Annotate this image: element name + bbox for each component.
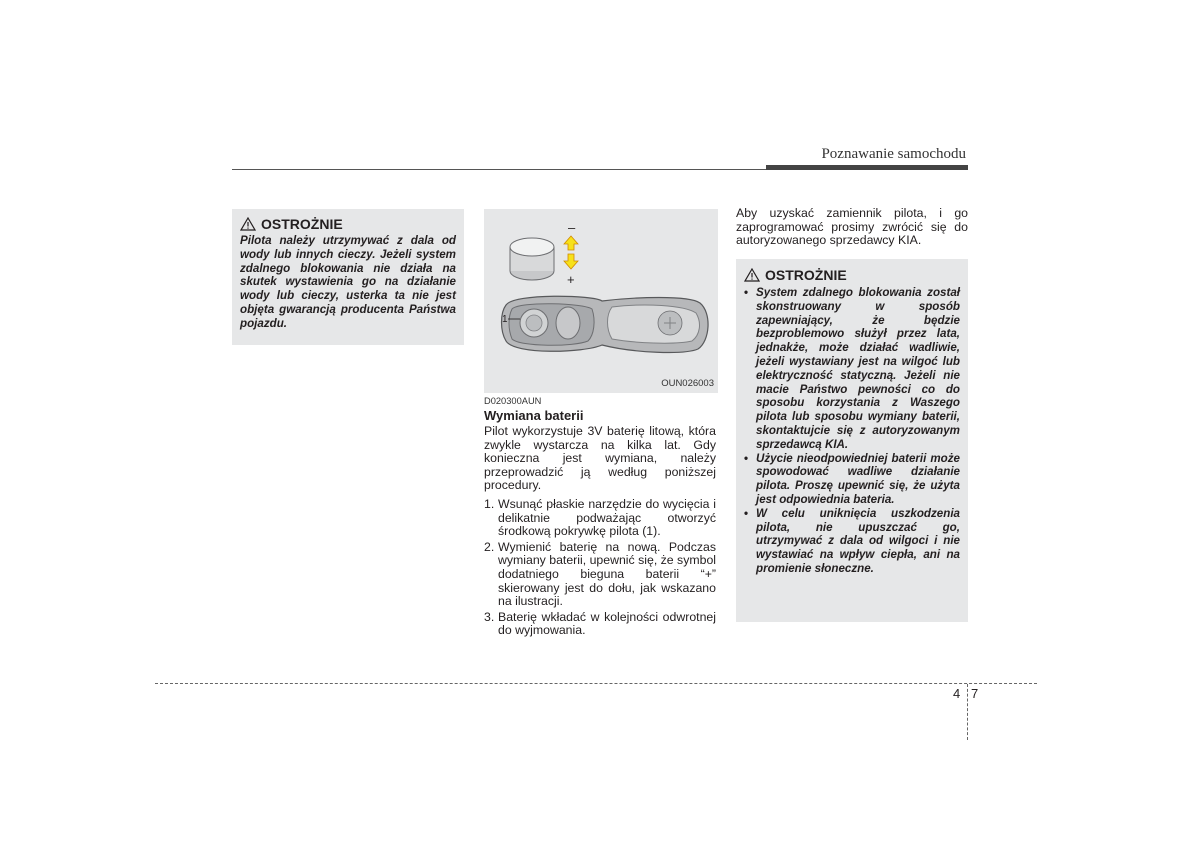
caution-heading xyxy=(744,267,960,283)
callout-1: 1 xyxy=(502,314,508,325)
caution-item: • System zdalnego blokowania został skonstruowany w sposób zapewniający, że będzie bezproblemowo służył przez lata, jednakże, może działać wadliwie, jeżeli wystawiany jest na wilgoć lub elektryczność statyczną. Jeżeli nie macie Państwo pewności co do sposobu korzystania z Waszego pilota lub sposobu wymiany baterii, skontaktujcie się z autoryzowanym sprzedawcą KIA. xyxy=(744,286,960,452)
step-number: 2. xyxy=(484,539,495,554)
caution-heading-text: OSTROŻNIE xyxy=(765,267,847,283)
caution-text: Pilota należy utrzymywać z dala od wody lub innych cieczy. Jeżeli system zdalnego blokowania nie działa na skutek wystawienia go na działanie wody lub cieczy, usterka ta nie jest objęta gwarancją producenta Państwa pojazdu. xyxy=(240,234,456,330)
header-rule xyxy=(232,169,766,170)
arrow-down-icon xyxy=(564,254,578,269)
procedure-steps xyxy=(484,498,716,640)
battery-replacement-figure xyxy=(484,209,718,393)
page-header-title: Poznawanie samochodu xyxy=(821,146,966,162)
arrow-up-icon xyxy=(564,236,578,250)
minus-label: – xyxy=(568,220,576,235)
caution-heading xyxy=(240,216,456,232)
figure-code: OUN026003 xyxy=(661,378,714,389)
caution-list xyxy=(744,286,960,576)
procedure-step xyxy=(484,611,716,638)
step-number: 3. xyxy=(484,609,495,624)
section-title: Wymiana baterii xyxy=(484,408,584,423)
caution-item: • W celu uniknięcia uszkodzenia pilota, nie upuszczać go, utrzymywać z dala od wilgoci i nie wystawiać na wpływ ciepła, ani na promienie słoneczne. xyxy=(744,507,960,576)
battery-illustration xyxy=(484,209,718,393)
footer-rule xyxy=(155,683,1037,684)
caution-box-left xyxy=(232,209,464,345)
header-rule-thick xyxy=(766,165,968,170)
footer-divider xyxy=(967,684,968,740)
step-number: 1. xyxy=(484,497,495,511)
section-intro: Pilot wykorzystuje 3V baterię litową, która zwykle wystarcza na kilka lat. Gdy konieczna jest wymiana, należy przeprowadzić ją według poniższej procedury. xyxy=(484,424,716,493)
page-number: 7 xyxy=(971,686,979,701)
procedure-step xyxy=(484,498,716,539)
step-text: Baterię wkładać w kolejności odwrotnej do wyjmowania. xyxy=(498,609,716,638)
procedure-step xyxy=(484,541,716,609)
chapter-number: 4 xyxy=(953,686,961,701)
key-fob-icon xyxy=(502,296,709,352)
battery-icon xyxy=(510,238,554,280)
replacement-remote-note: Aby uzyskać zamiennik pilota, i go zaprogramować prosimy zwrócić się do autoryzowanego sprzedawcy KIA. xyxy=(736,206,968,248)
warning-triangle-icon xyxy=(240,217,256,231)
plus-label: + xyxy=(567,272,575,287)
step-text: Wsunąć płaskie narzędzie do wycięcia i delikatnie podważając otworzyć środkową pokrywkę pilota (1). xyxy=(498,497,716,539)
caution-heading-text: OSTROŻNIE xyxy=(261,216,343,232)
step-text: Wymienić baterię na nową. Podczas wymiany baterii, upewnić się, że symbol dodatniego bieguna baterii “+” skierowany jest do dołu, jak wskazano na ilustracji. xyxy=(498,539,717,609)
warning-triangle-icon xyxy=(744,268,760,282)
caution-item: • Użycie nieodpowiedniej baterii może spowodować wadliwe działanie pilota. Proszę upewnić się, że użyta jest odpowiednia bateria. xyxy=(744,452,960,507)
caution-box-right xyxy=(736,259,968,622)
document-code: D020300AUN xyxy=(484,396,542,406)
